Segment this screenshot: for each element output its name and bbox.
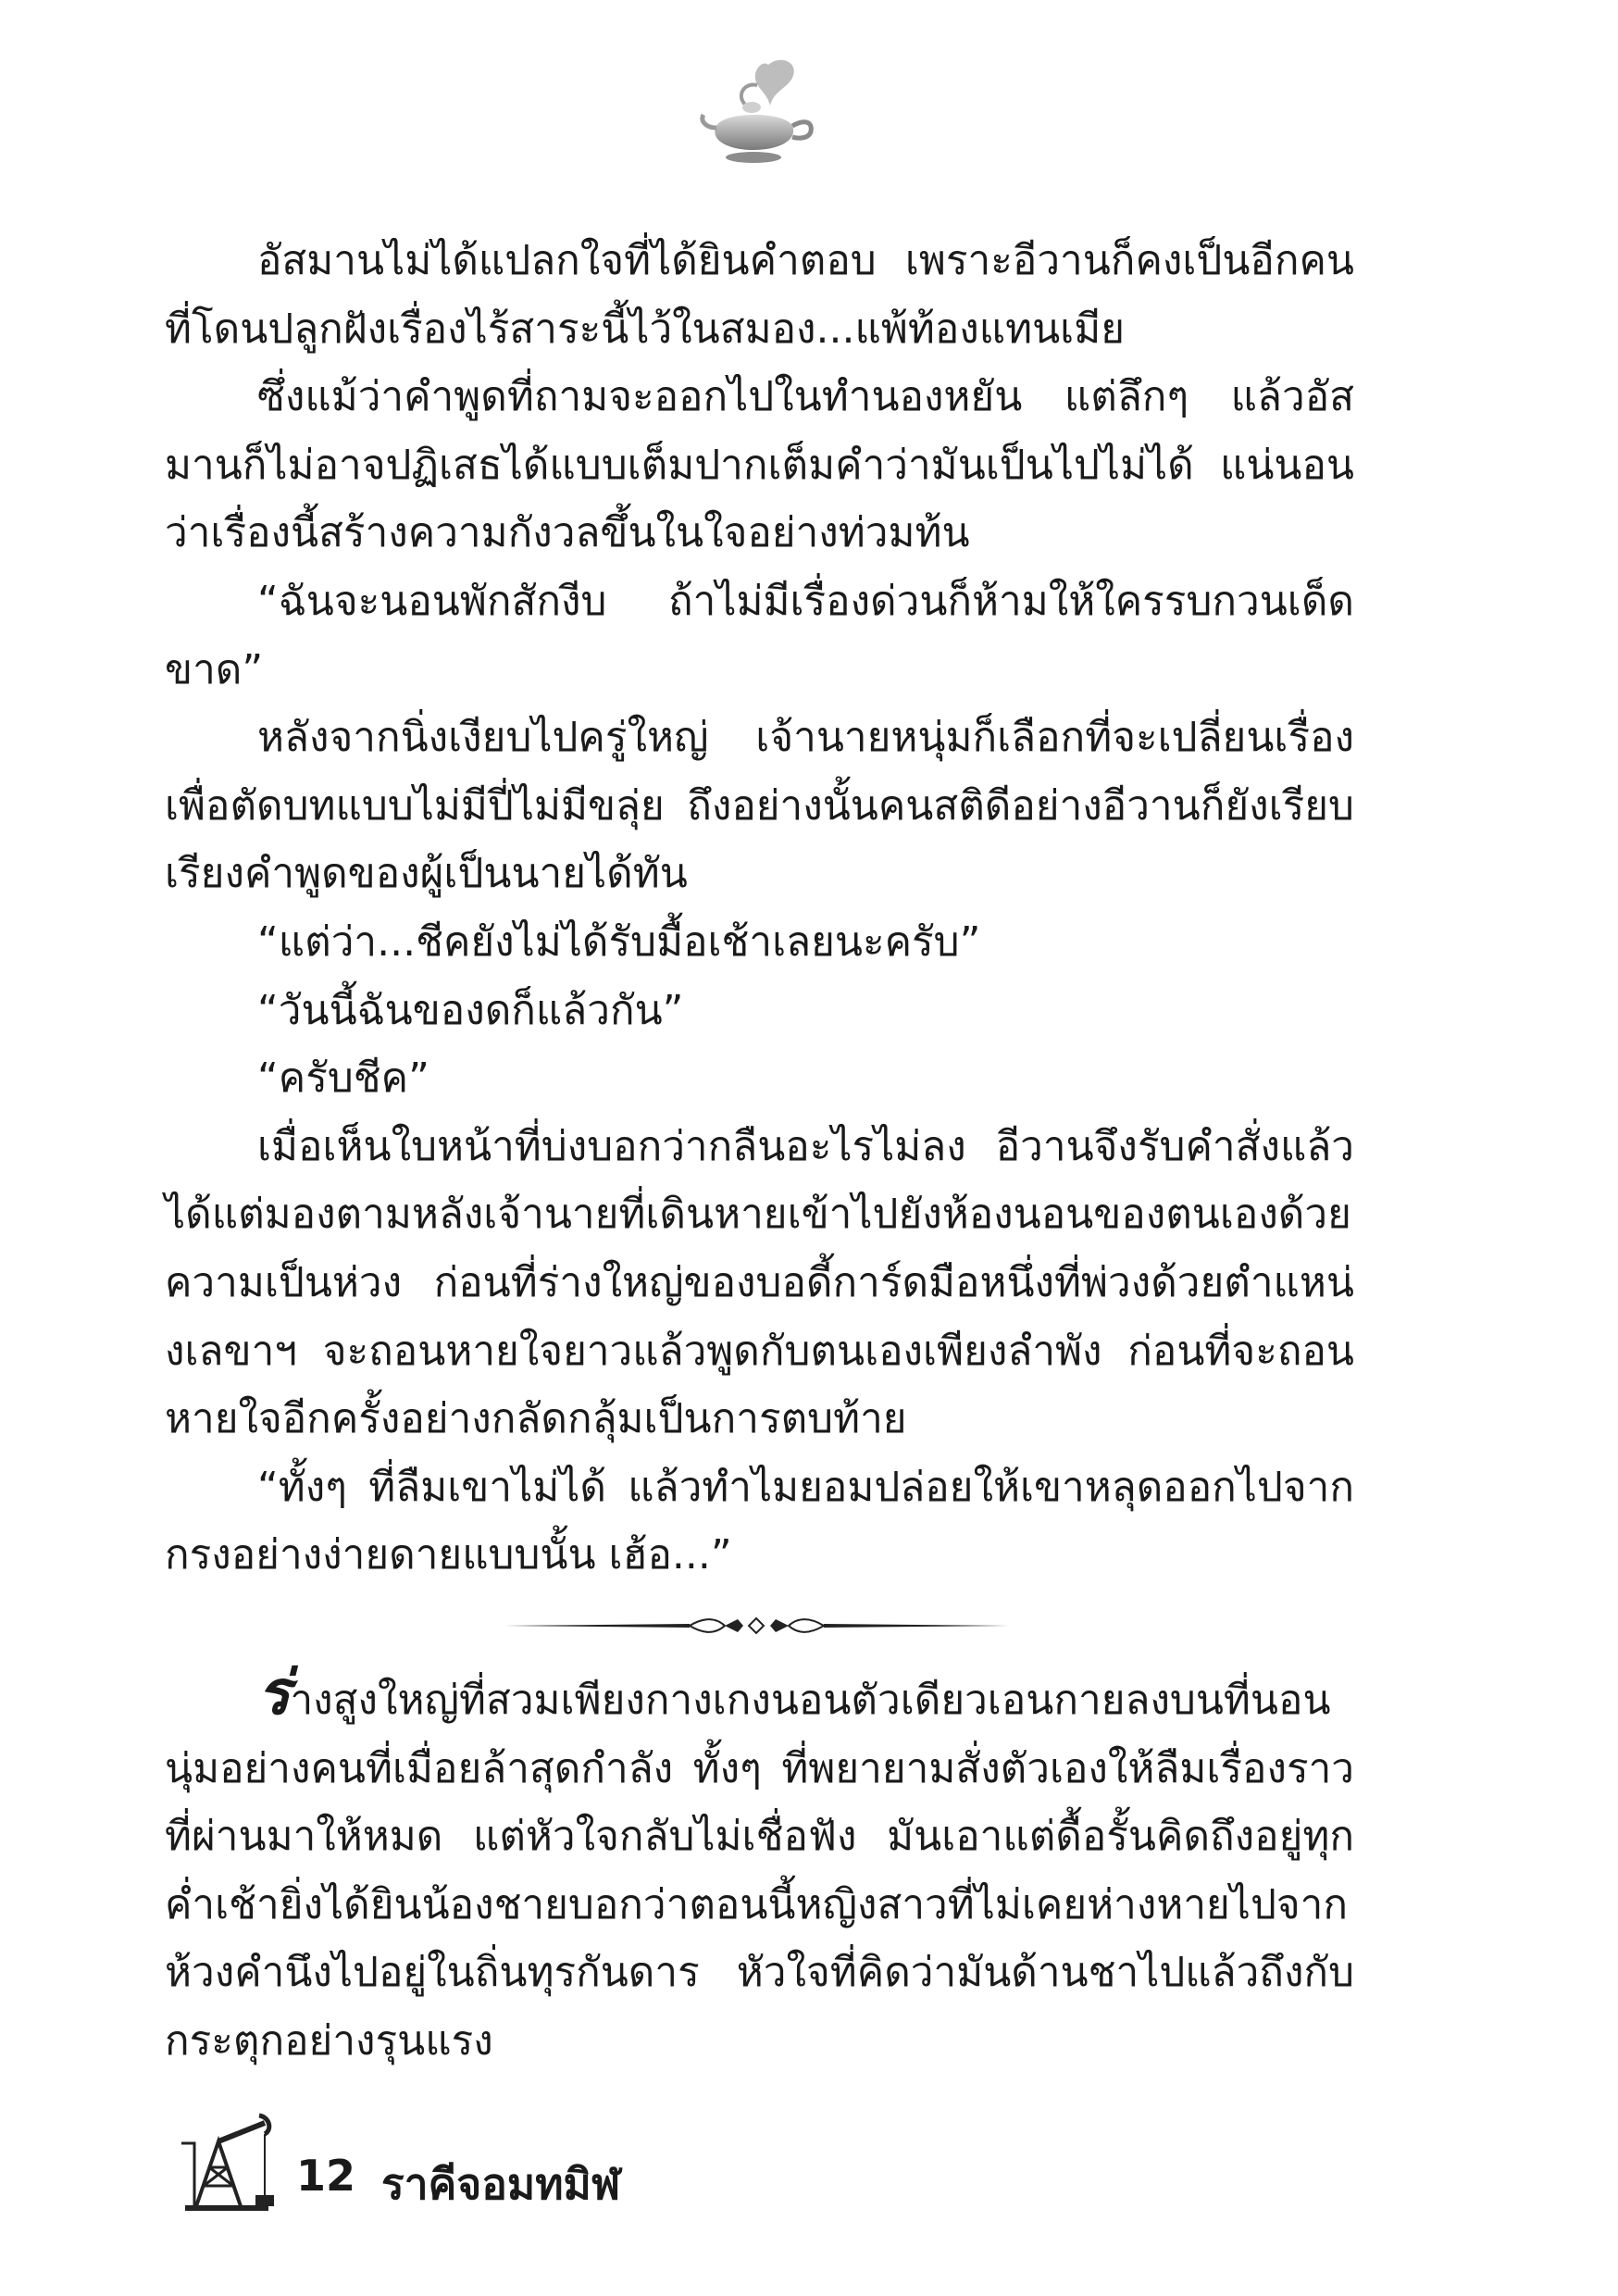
genie-lamp-ornament-icon bbox=[696, 54, 816, 174]
paragraph: เมื่อเห็นใบหน้าที่บ่งบอกว่ากลืนอะไรไม่ลง อีวานจึงรับคำสั่งแล้วได้แต่มองตามหลังเจ้านายที่เดินหายเข้าไปยังห้องนอนของตนเองด้วยความเป็นห่วง ก่อนที่ร่างใหญ่ของบอดี้การ์ดมือหนึ่งที่พ่วงด้วยตำแหน่งเลขาฯ จะถอนหายใจยาวแล้วพูดกับตนเองเพียงลำพัง ก่อนที่จะถอนหายใจอีกครั้งอย่างกลัดกลุ้มเป็นการตบท้าย bbox=[165, 1122, 1354, 1443]
page-footer bbox=[176, 2106, 731, 2217]
page-number: 12 bbox=[296, 2151, 356, 2201]
paragraph: หลังจากนิ่งเงียบไปครู่ใหญ่ เจ้านายหนุ่มก็เลือกที่จะเปลี่ยนเรื่องเพื่อตัดบทแบบไม่มีปี่ไม่มีขลุ่ย ถึงอย่างนั้นคนสติดีอย่างอีวานก็ยังเรียบเรียงคำพูดของผู้เป็นนายได้ทัน bbox=[165, 714, 1354, 898]
paragraph: “วันนี้ฉันของดก็แล้วกัน” bbox=[257, 986, 684, 1034]
paragraph: “แต่ว่า...ชีคยังไม่ได้รับมื้อเช้าเลยนะครับ” bbox=[257, 917, 981, 966]
paragraph: ซึ่งแม้ว่าคำพูดที่ถามจะออกไปในทำนองหยัน แต่ลึกๆ แล้วอัสมานก็ไม่อาจปฏิเสธได้แบบเต็มปากเต็มคำว่ามันเป็นไปไม่ได้ แน่นอนว่าเรื่องนี้สร้างความกังวลขึ้นในใจอย่างท่วมท้น bbox=[165, 373, 1354, 557]
paragraph: อัสมานไม่ได้แปลกใจที่ได้ยินคำตอบ เพราะอีวานก็คงเป็นอีกคนที่โดนปลูกฝังเรื่องไร้สาระนี้ไว้ในสมอง...แพ้ท้องแทนเมีย bbox=[165, 237, 1354, 353]
book-title: ราคีจอมทมิฬ bbox=[381, 2159, 621, 2209]
paragraph: “ฉันจะนอนพักสักงีบ ถ้าไม่มีเรื่องด่วนก็ห้ามให้ใครรบกวนเด็ดขาด” bbox=[165, 577, 1354, 693]
paragraph-body: างสูงใหญ่ที่สวมเพียงกางเกงนอนตัวเดียวเอนกายลงบนที่นอนนุ่มอย่างคนที่เมื่อยล้าสุดกำลัง ทั้งๆ ที่พยายามสั่งตัวเองให้ลืมเรื่องราวที่ผ่านมาให้หมด แต่หัวใจกลับไม่เชื่อฟัง มันเอาแต่ดื้อรั้นคิดถึงอยู่ทุกค่ำเช้ายิ่งได้ยินน้องชายบอกว่าตอนนี้หญิงสาวที่ไม่เคยห่างหายไปจากห้วงคำนึงไปอยู่ในถิ่นทุรกันดาร หัวใจที่คิดว่ามันด้านชาไปแล้วถึงกับกระตุกอย่างรุนแรง bbox=[165, 1677, 1354, 2065]
oil-pump-jack-icon bbox=[176, 2106, 278, 2217]
paragraph: “ครับชีค” bbox=[257, 1054, 429, 1103]
body-text bbox=[165, 227, 1354, 1590]
ornamental-divider bbox=[504, 1616, 1009, 1636]
drop-cap: ร่ bbox=[257, 1656, 291, 1728]
section-two-text bbox=[165, 1656, 1354, 2076]
paragraph: “ทั้งๆ ที่ลืมเขาไม่ได้ แล้วทำไมยอมปล่อยให้เขาหลุดออกไปจากกรงอย่างง่ายดายแบบนั้น เฮ้อ...” bbox=[165, 1463, 1354, 1579]
paragraph bbox=[165, 1656, 1354, 2076]
